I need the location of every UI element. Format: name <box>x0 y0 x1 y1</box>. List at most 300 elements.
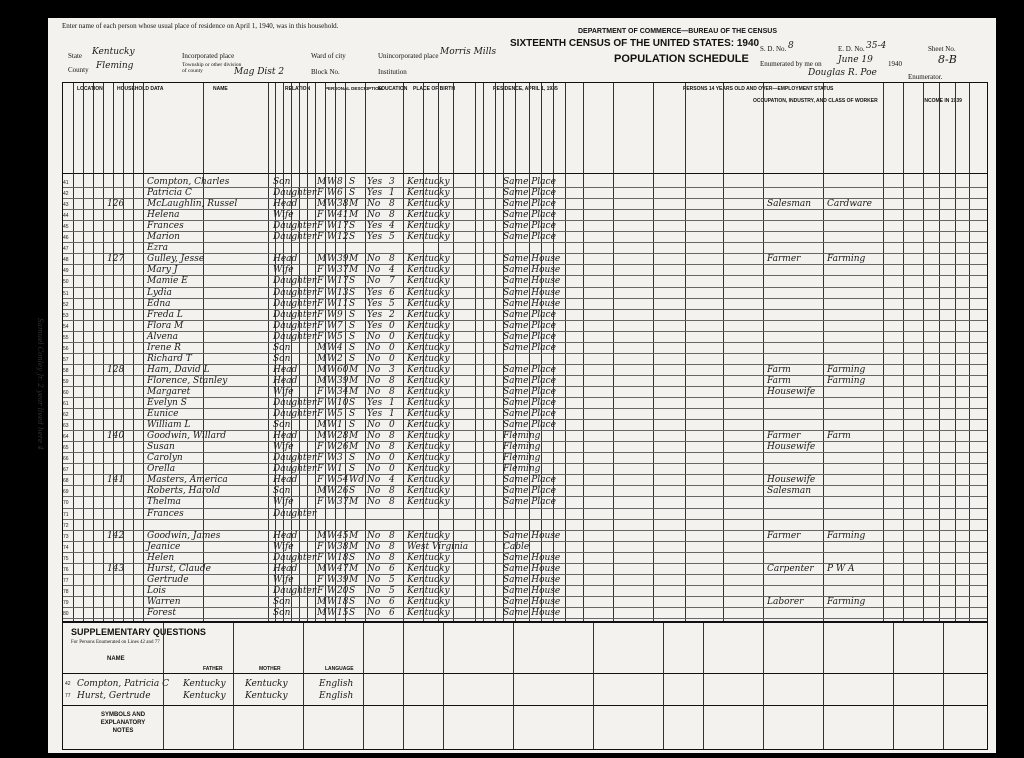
race: W <box>327 210 337 221</box>
occupation: Carpenter <box>767 563 814 574</box>
line-number: 66 <box>63 456 69 463</box>
person-name: Gertrude <box>147 574 189 585</box>
line-number: 67 <box>63 467 69 474</box>
line-number: 70 <box>63 500 69 507</box>
census-title: SIXTEENTH CENSUS OF THE UNITED STATES: 1940 <box>510 38 760 49</box>
residence-1935: Same House <box>503 607 561 618</box>
race: W <box>327 287 337 298</box>
occupation: Farm <box>767 375 791 386</box>
table-row <box>63 398 987 408</box>
line-number: 57 <box>63 356 69 363</box>
occupation: Salesman <box>767 486 812 497</box>
supp-column-rule <box>443 623 444 749</box>
highest-grade: 8 <box>389 386 395 397</box>
sex: M <box>317 530 327 541</box>
age: 39 <box>337 574 349 585</box>
person-name: Patricia C <box>147 188 192 199</box>
marital-status: S <box>349 309 356 320</box>
line-number: 61 <box>63 401 69 407</box>
race: W <box>327 574 337 585</box>
person-name: Warren <box>147 596 181 607</box>
age: 54 <box>337 475 349 486</box>
race: W <box>327 342 337 353</box>
school-attendance: No <box>367 210 381 221</box>
age: 10 <box>337 398 349 408</box>
person-name: William L <box>147 420 191 431</box>
township-label: Township or other division of county <box>182 62 242 74</box>
row-rule <box>63 618 987 619</box>
line-number: 58 <box>63 367 69 374</box>
line-number: 80 <box>63 610 69 617</box>
highest-grade: 5 <box>389 298 395 309</box>
residence-1935: Same Place <box>503 342 556 353</box>
relation: Head <box>273 375 298 386</box>
line-number: 72 <box>63 522 69 529</box>
person-name: Mary J <box>147 265 178 276</box>
residence-1935: Same House <box>503 585 561 596</box>
supp-line-number: 77 <box>65 693 71 699</box>
line-number: 50 <box>63 279 69 286</box>
school-attendance: Yes <box>367 309 383 320</box>
race: W <box>327 177 337 187</box>
supp-column-rule <box>513 623 514 749</box>
marital-status: S <box>349 420 356 431</box>
race: W <box>327 541 337 552</box>
relation: Daughter <box>273 309 317 320</box>
sex: F <box>317 309 324 320</box>
residence-1935: Same House <box>503 298 561 309</box>
birthplace: Kentucky <box>407 409 450 420</box>
birthplace: Kentucky <box>407 276 450 287</box>
line-number: 76 <box>63 566 69 573</box>
marital-status: S <box>349 552 356 563</box>
person-name: Marion <box>147 232 180 243</box>
sex: F <box>317 287 324 298</box>
highest-grade: 8 <box>389 442 395 453</box>
age: 6 <box>337 188 343 199</box>
line-number: 78 <box>63 588 69 595</box>
person-name: Eunice <box>147 409 179 420</box>
relation: Wife <box>273 541 294 552</box>
sex: F <box>317 265 324 276</box>
race: W <box>327 320 337 331</box>
school-attendance: Yes <box>367 398 383 408</box>
line-number: 51 <box>63 290 69 297</box>
house-number: 127 <box>107 254 125 265</box>
school-attendance: No <box>367 375 381 386</box>
table-row <box>63 288 987 298</box>
relation: Head <box>273 431 298 442</box>
occupation: Farmer <box>767 254 801 265</box>
table-row <box>63 553 987 563</box>
highest-grade: 5 <box>389 585 395 596</box>
birthplace: Kentucky <box>407 210 450 221</box>
sex: M <box>317 420 327 431</box>
residence-1935: Same Place <box>503 188 556 199</box>
census-sheet <box>36 18 996 753</box>
residence-1935: Fleming <box>503 431 541 442</box>
highest-grade: 0 <box>389 453 395 464</box>
birthplace: Kentucky <box>407 530 450 541</box>
relation: Son <box>273 486 291 497</box>
table-row <box>63 232 987 242</box>
person-name: Goodwin, James <box>147 530 221 541</box>
line-number: 46 <box>63 235 69 242</box>
highest-grade: 8 <box>389 199 395 210</box>
line-number: 62 <box>63 412 69 419</box>
enumerator-label: Enumerator. <box>908 73 943 81</box>
school-attendance: No <box>367 464 381 475</box>
marital-status: S <box>349 596 356 607</box>
supp-column-rule <box>303 623 304 749</box>
race: W <box>327 607 337 618</box>
highest-grade: 1 <box>389 409 395 420</box>
supp-column-rule <box>593 623 594 749</box>
school-attendance: No <box>367 530 381 541</box>
supp-column-rule <box>163 623 164 749</box>
sex: F <box>317 475 324 486</box>
age: 47 <box>337 563 349 574</box>
marital-status: S <box>349 398 356 408</box>
birthplace: Kentucky <box>407 342 450 353</box>
residence-1935: Same House <box>503 563 561 574</box>
sex: F <box>317 232 324 243</box>
line-number: 79 <box>63 599 69 606</box>
age: 1 <box>337 420 343 431</box>
sex: F <box>317 552 324 563</box>
line-number: 56 <box>63 345 69 352</box>
highest-grade: 0 <box>389 331 395 342</box>
supp-column-rule <box>893 623 894 749</box>
industry: Farming <box>827 364 866 375</box>
race: W <box>327 254 337 265</box>
sex: F <box>317 585 324 596</box>
relation: Son <box>273 342 291 353</box>
race: W <box>327 353 337 364</box>
race: W <box>327 188 337 199</box>
supp-column-rule <box>363 623 364 749</box>
race: W <box>327 596 337 607</box>
supp-language: English <box>319 691 354 701</box>
residence-1935: Same Place <box>503 331 556 342</box>
relation: Daughter <box>273 409 317 420</box>
birthplace: Kentucky <box>407 199 450 210</box>
person-name: Margaret <box>147 386 191 397</box>
residence-1935: Same House <box>503 552 561 563</box>
relation: Daughter <box>273 221 317 232</box>
sex: M <box>317 607 327 618</box>
table-row <box>63 409 987 419</box>
school-attendance: No <box>367 276 381 287</box>
relation: Head <box>273 364 298 375</box>
residence-1935: Same Place <box>503 398 556 408</box>
line-number: 54 <box>63 323 69 330</box>
age: 18 <box>337 552 349 563</box>
person-name: Freda L <box>147 309 183 320</box>
highest-grade: 8 <box>389 530 395 541</box>
institution-label: Institution <box>378 68 407 76</box>
industry: Farming <box>827 375 866 386</box>
birthplace: Kentucky <box>407 353 450 364</box>
supp-mother: Kentucky <box>245 679 288 689</box>
age: 17 <box>337 221 349 232</box>
birthplace: Kentucky <box>407 331 450 342</box>
birthplace: Kentucky <box>407 442 450 453</box>
house-number: 141 <box>107 475 125 486</box>
supp-father: Kentucky <box>183 691 226 701</box>
person-name: Ezra <box>147 243 168 254</box>
supp-column-rule <box>823 623 824 749</box>
residence-1935: Same Place <box>503 375 556 386</box>
supp-name: Compton, Patricia C <box>77 679 169 689</box>
sex: M <box>317 177 327 187</box>
person-name: Compton, Charles <box>147 177 230 187</box>
person-name: Susan <box>147 442 175 453</box>
table-row <box>63 376 987 386</box>
name-header: NAME <box>213 86 228 92</box>
marital-status: S <box>349 331 356 342</box>
age: 12 <box>337 232 349 243</box>
birthplace: Kentucky <box>407 486 450 497</box>
age: 38 <box>337 541 349 552</box>
school-attendance: No <box>367 254 381 265</box>
enumerator-name: Douglas R. Poe <box>808 68 877 78</box>
birthplace: Kentucky <box>407 188 450 199</box>
race: W <box>327 199 337 210</box>
relation: Son <box>273 420 291 431</box>
highest-grade: 1 <box>389 398 395 408</box>
person-name: Helen <box>147 552 175 563</box>
house-number: 140 <box>107 431 125 442</box>
industry: Cardware <box>827 199 873 210</box>
birthplace: Kentucky <box>407 364 450 375</box>
line-number: 69 <box>63 489 69 496</box>
occupation-header: OCCUPATION, INDUSTRY, AND CLASS OF WORKER <box>753 98 878 104</box>
line-number: 59 <box>63 378 69 385</box>
marital-status: M <box>349 563 359 574</box>
highest-grade: 4 <box>389 221 395 232</box>
age: 41 <box>337 210 349 221</box>
school-attendance: Yes <box>367 287 383 298</box>
birthplace: Kentucky <box>407 398 450 408</box>
birthplace: Kentucky <box>407 585 450 596</box>
industry: Farming <box>827 254 866 265</box>
birthplace: Kentucky <box>407 375 450 386</box>
marital-status: S <box>349 188 356 199</box>
residence-1935: Same Place <box>503 409 556 420</box>
person-name: Alvena <box>147 331 178 342</box>
residence-1935: Same Place <box>503 386 556 397</box>
table-row <box>63 497 987 507</box>
occupation: Farmer <box>767 431 801 442</box>
relation: Wife <box>273 265 294 276</box>
marital-status: M <box>349 254 359 265</box>
marital-status: M <box>349 375 359 386</box>
residence-1935: Fleming <box>503 442 541 453</box>
line-number: 41 <box>63 180 69 186</box>
relation: Daughter <box>273 232 317 243</box>
table-row <box>63 276 987 286</box>
supp-language-header: LANGUAGE <box>325 666 354 672</box>
highest-grade: 0 <box>389 353 395 364</box>
line-number: 48 <box>63 257 69 264</box>
table-row <box>63 542 987 552</box>
marital-status: S <box>349 409 356 420</box>
marital-status: S <box>349 276 356 287</box>
sex: F <box>317 188 324 199</box>
school-attendance: No <box>367 199 381 210</box>
table-row <box>63 254 987 264</box>
table-row <box>63 464 987 474</box>
marital-status: M <box>349 541 359 552</box>
school-attendance: No <box>367 486 381 497</box>
occupation: Salesman <box>767 199 812 210</box>
marital-status: M <box>349 530 359 541</box>
sheet-value: 8-B <box>938 53 957 66</box>
line-number: 63 <box>63 423 69 430</box>
supp-father-header: FATHER <box>203 666 223 672</box>
age: 8 <box>337 177 343 187</box>
supp-line-number: 42 <box>65 681 71 687</box>
table-row <box>63 243 987 253</box>
age: 4 <box>337 342 343 353</box>
relation: Wife <box>273 210 294 221</box>
table-row <box>63 586 987 596</box>
residence-1935: Same Place <box>503 420 556 431</box>
marital-status: S <box>349 353 356 364</box>
residence-1935: Same Place <box>503 199 556 210</box>
person-name: Lydia <box>147 287 172 298</box>
residence-1935: Cable <box>503 541 530 552</box>
relation: Daughter <box>273 298 317 309</box>
highest-grade: 8 <box>389 254 395 265</box>
industry: P W A <box>827 563 855 574</box>
sex: M <box>317 431 327 442</box>
marital-status: S <box>349 232 356 243</box>
highest-grade: 8 <box>389 497 395 508</box>
table-row <box>63 509 987 519</box>
supp-column-rule <box>943 623 944 749</box>
race: W <box>327 309 337 320</box>
line-number: 75 <box>63 555 69 562</box>
race: W <box>327 364 337 375</box>
highest-grade: 4 <box>389 265 395 276</box>
residence-1935: Same House <box>503 287 561 298</box>
unincorporated-value: Morris Mills <box>440 47 497 57</box>
school-attendance: No <box>367 541 381 552</box>
highest-grade: 1 <box>389 188 395 199</box>
age: 5 <box>337 331 343 342</box>
house-number: 126 <box>107 199 125 210</box>
highest-grade: 8 <box>389 552 395 563</box>
birthplace: Kentucky <box>407 287 450 298</box>
sex: F <box>317 541 324 552</box>
person-name: Flora M <box>147 320 184 331</box>
residence-1935: Same House <box>503 574 561 585</box>
supp-column-rule <box>233 623 234 749</box>
supp-name: Hurst, Gertrude <box>77 691 151 701</box>
supplementary-section <box>62 622 988 750</box>
age: 39 <box>337 375 349 386</box>
person-name: Richard T <box>147 353 192 364</box>
occupation: Housewife <box>767 475 816 486</box>
school-attendance: No <box>367 552 381 563</box>
marital-status: S <box>349 464 356 475</box>
person-name: Masters, America <box>147 475 228 486</box>
house-number: 143 <box>107 563 125 574</box>
race: W <box>327 276 337 287</box>
residence-1935: Same House <box>503 530 561 541</box>
occupation: Laborer <box>767 596 804 607</box>
relation: Daughter <box>273 276 317 287</box>
highest-grade: 8 <box>389 486 395 497</box>
line-number: 68 <box>63 478 69 485</box>
highest-grade: 7 <box>389 276 395 287</box>
line-number: 60 <box>63 389 69 396</box>
marital-status: Wd <box>349 475 365 486</box>
highest-grade: 0 <box>389 320 395 331</box>
school-attendance: No <box>367 585 381 596</box>
highest-grade: 8 <box>389 431 395 442</box>
marital-status: M <box>349 265 359 276</box>
relation: Wife <box>273 386 294 397</box>
sex: F <box>317 398 324 408</box>
occupation: Housewife <box>767 386 816 397</box>
relation: Daughter <box>273 552 317 563</box>
sex: M <box>317 563 327 574</box>
table-row <box>63 420 987 430</box>
relation: Daughter <box>273 464 317 475</box>
residence-1935: Fleming <box>503 464 541 475</box>
supp-father: Kentucky <box>183 679 226 689</box>
marital-status: S <box>349 607 356 618</box>
marital-status: S <box>349 585 356 596</box>
age: 60 <box>337 364 349 375</box>
age: 28 <box>337 431 349 442</box>
supp-footer-divider <box>63 705 987 706</box>
highest-grade: 0 <box>389 464 395 475</box>
person-name: Forest <box>147 607 177 618</box>
table-row <box>63 597 987 607</box>
age: 9 <box>337 309 343 320</box>
occupation: Farm <box>767 364 791 375</box>
table-row <box>63 442 987 452</box>
sex: M <box>317 375 327 386</box>
occupation: Farmer <box>767 530 801 541</box>
relation: Wife <box>273 574 294 585</box>
relation: Daughter <box>273 188 317 199</box>
race: W <box>327 486 337 497</box>
symbols-notes: SYMBOLS AND EXPLANATORY NOTES <box>100 712 146 734</box>
ed-value: 35-4 <box>866 41 887 51</box>
unincorporated-label: Unincorporated place <box>378 52 439 60</box>
relation: Head <box>273 563 298 574</box>
sex: M <box>317 364 327 375</box>
supp-name-header: NAME <box>107 656 125 662</box>
sex: M <box>317 199 327 210</box>
department-label: DEPARTMENT OF COMMERCE—BUREAU OF THE CENSUS <box>578 28 777 35</box>
table-row <box>63 332 987 342</box>
sex: F <box>317 464 324 475</box>
age: 45 <box>337 530 349 541</box>
sex: F <box>317 221 324 232</box>
birthplace: Kentucky <box>407 453 450 464</box>
marital-status: M <box>349 210 359 221</box>
sex: F <box>317 497 324 508</box>
marital-status: S <box>349 298 356 309</box>
sex: F <box>317 574 324 585</box>
age: 26 <box>337 442 349 453</box>
